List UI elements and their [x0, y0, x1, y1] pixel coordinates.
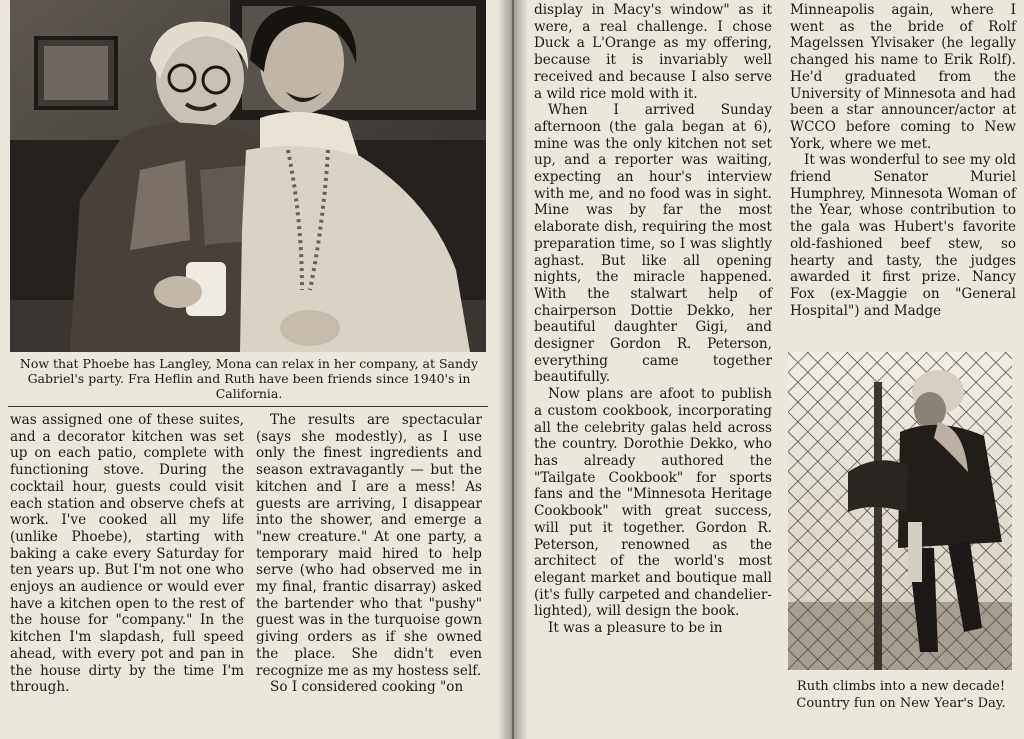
right-page — [512, 0, 1024, 739]
left-column-2 — [256, 412, 482, 696]
photo-caption-right — [786, 678, 1016, 712]
left-column-2-paragraph-2: So I considered cooking "on — [270, 679, 464, 696]
photo-two-women — [10, 0, 486, 352]
photo-caption-right-line-1: Ruth climbs into a new decade! — [796, 679, 1006, 694]
right-column-1 — [534, 2, 772, 637]
right-column-1-paragraph-1: display in Macy's window" as it were, a real challenge. I chose Duck a L'Orange as my offering, because it is invariably well received and because I also serve a wild rice mold with it. — [534, 2, 772, 102]
photo-two-women-image — [10, 0, 486, 352]
photo-fence-climb-image — [788, 352, 1012, 670]
right-column-2-paragraph-1: Minneapolis again, where I went as the bride of Rolf Magelssen Ylvisaker (he legally changed his name to Erik Rolf). He'd graduated from the University of Minnesota and had been a star announcer/actor at WCCO before coming to New York, where we met. — [790, 2, 1016, 152]
right-column-2 — [790, 2, 1016, 319]
left-column-1 — [10, 412, 244, 696]
left-column-1-text: was assigned one of these suites, and a decorator kitchen was set up on each patio, complete with functioning stove. During the cocktail hour, guests could visit each station and observe chefs at work. I've cooked all my life (unlike Phoebe), starting with baking a cake every Saturday for ten years up. But I'm not one who enjoys an audience or would ever have a kitchen open to the rest of the house for "company." In the kitchen I'm slapdash, full speed ahead, with every pot and pan in the house dirty by the time I'm through. — [10, 412, 244, 696]
right-column-1-paragraph-3: Now plans are afoot to publish a custom cookbook, incorporating all the celebrity galas held across the country. Dorothie Dekko, who has already authored the "Tailgate Cookbook" for sports fans and the "Minnesota Heritage Cookbook" with great success, will put it together. Gordon R. Peterson, renowned as the architect of the world's most elegant market and boutique mall (it's fully carpeted and chandelier-lighted), will design the book. — [534, 386, 772, 620]
photo-fence-climb — [788, 352, 1012, 670]
left-column-2-paragraph-1: The results are spectacular (says she modestly), as I use only the finest ingredients and season extravagantly — but the kitchen and I are a mess! As guests are arriving, I disappear into the shower, and emerge a "new creature." At one party, a temporary maid hired to help serve (who had observed me in my final, frantic disarray) asked the bartender who that "pushy" guest was in the turquoise gown giving orders as if she owned the place. She didn't even recognize me as my hostess self. — [256, 412, 482, 679]
right-column-1-paragraph-2: When I arrived Sunday afternoon (the gala began at 6), mine was the only kitchen not set up, and a reporter was waiting, expecting an hour's interview with me, and no food was in sight. Mine was by far the most elaborate dish, requiring the most preparation time, so I was slightly aghast. But like all opening nights, the miracle happened. With the stalwart help of chairperson Dottie Dekko, her beautiful daughter Gigi, and designer Gordon R. Peterson, everything came together beautifully. — [534, 102, 772, 386]
photo-caption-left: Now that Phoebe has Langley, Mona can relax in her company, at Sandy Gabriel's party. Fra Heflin and Ruth have been friends since 1940's in California. — [19, 356, 479, 401]
caption-divider — [8, 406, 488, 407]
right-column-1-paragraph-4: It was a pleasure to be in — [548, 620, 723, 637]
right-column-2-paragraph-2: It was wonderful to see my old friend Senator Muriel Humphrey, Minnesota Woman of the Year, whose contribution to the gala was Hubert's favorite old-fashioned beef stew, so hearty and tasty, the judges awarded it first prize. Nancy Fox (ex-Maggie on "General Hospital") and Madge — [790, 152, 1016, 319]
photo-caption-right-line-2: Country fun on New Year's Day. — [796, 696, 1006, 711]
